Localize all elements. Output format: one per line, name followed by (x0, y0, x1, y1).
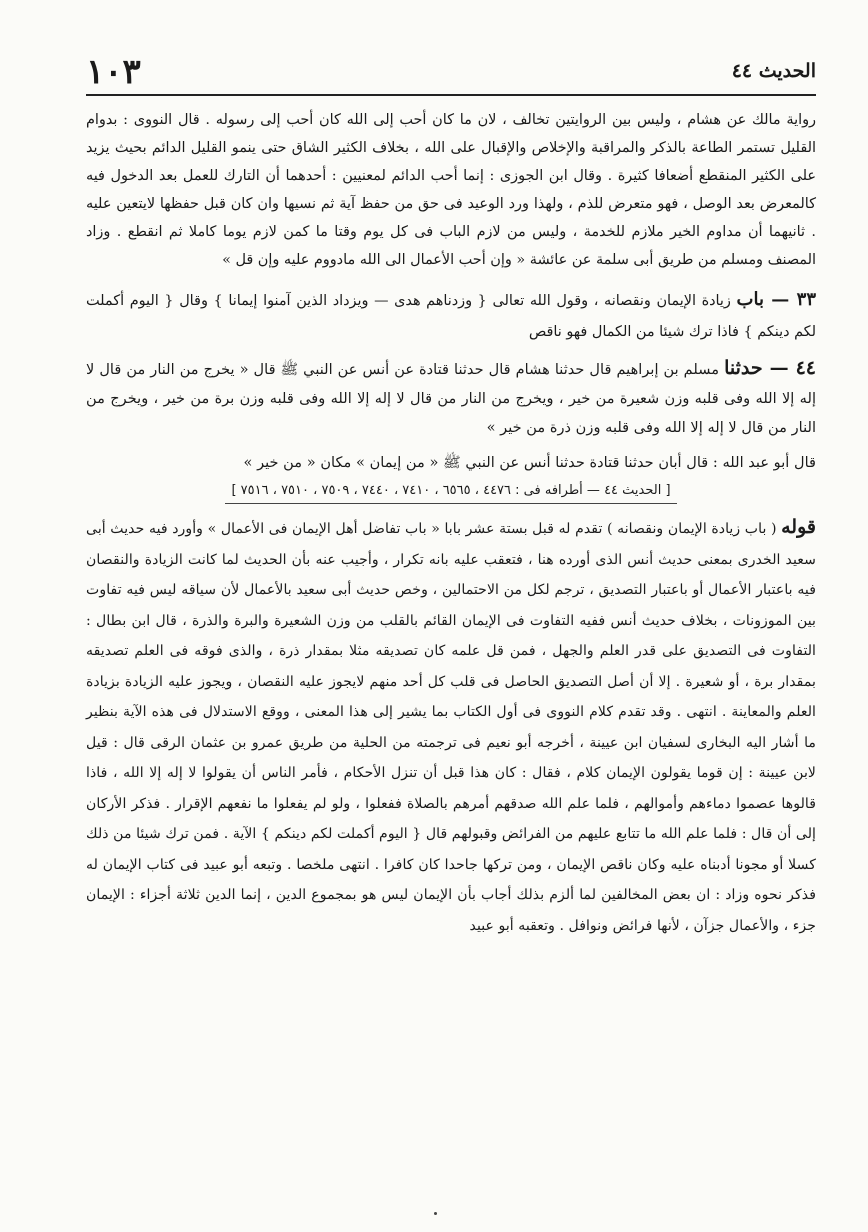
document-page (86, 52, 817, 941)
page-number: ١٠٣ (86, 52, 141, 92)
page-header (86, 52, 816, 96)
hadith-block (86, 354, 816, 442)
sources-text: [ الحديث ٤٤ — أطرافه فى : ٤٤٧٦ ، ٦٥٦٥ ، ٧٤١٠ ، ٧٤٤٠ ، ٧٥٠٩ ، ٧٥١٠ ، ٧٥١٦ ] (225, 481, 676, 504)
commentary-text: ( باب زيادة الإيمان ونقصانه ) تقدم له قبل بستة عشر بابا « باب تفاضل أهل الإيمان فى الأعمال » وأورد فيه حديث أبى سعيد الخدرى بمعنى حديث أنس الذى أورده هنا ، فتعقب عليه بانه تكرار ، وأجيب عنه بأن الحديث لما كانت الزيادة والنقصان فيه باعتبار الأعمال أو باعتبار التصديق ، ترجم لكل من الاحتمالين ، وخص حديث أبى سعيد بالأعمال لأن سياقه ليس فيه تفاوت بين الموزونات ، بخلاف حديث أنس ففيه التفاوت فى الإيمان القائم بالقلب من وزن الشعيرة والبرة والذرة ، قال ابن بطال : التفاوت فى التصديق على قدر العلم والجهل ، فمن قل علمه كان تصديقه مثلا بمقدار ذرة ، والذى فوقه فى العلم تصديقه بمقدار برة ، أو شعيرة . إلا أن أصل التصديق الحاصل فى قلب كل أحد منهم لايجوز عليه النقصان ، ويجوز عليه الزيادة بزيادة العلم والمعاينة . انتهى . وقد تقدم كلام النووى فى أول الكتاب بما يشير إلى هذا المعنى ، ووقع الاستدلال فى هذه الآية بنظير ما أشار اليه البخارى لسفيان ابن عيينة ، أخرجه أبو نعيم فى ترجمته من الحلية من طريق عمرو بن عثمان الرقى قال : قيل لابن عيينة : إن قوما يقولون الإيمان كلام ، فقال : كان هذا قبل أن تنزل الأحكام ، فأمر الناس أن يقولوا لا إله إلا الله ، فاذا قالوها عصموا دماءهم وأموالهم ، فلما علم الله صدقهم أمرهم بالصلاة ففعلوا ، ولو لم يفعلوا ما نفعهم الإقرار . فذكر الأركان إلى أن قال : فلما علم الله ما تتابع عليهم من الفرائض وقبولهم قال { اليوم أكملت لكم دينكم } الآية . فمن ترك شيئا من ذلك كسلا أو مجونا أدبناه عليه وكان ناقص الإيمان ، ومن تركها جاحدا كان كافرا . انتهى ملخصا . وتبعه أبو عبيد فى كتاب الإيمان له فذكر نحوه وزاد : ان بعض المخالفين لما ألزم بذلك أجاب بأن الإيمان ليس هو بمجموع الدين ، إنما الدين ثلاثة أجزاء : الإيمان جزء ، والأعمال جزآن ، لأنها فرائض ونوافل . وتعقبه أبو عبيد (86, 521, 816, 934)
hadith-lead: ٤٤ — حدثنا (724, 357, 817, 379)
opening-paragraph: رواية مالك عن هشام ، وليس بين الروايتين تخالف ، لان ما كان أحب إلى الله كان أحب إلى رسوله . قال النووى : بدوام القليل تستمر الطاعة بالذكر والمراقبة والإخلاص والإقبال على الله ، بخلاف الكثير الشاق حتى ينمو القليل الدائم بحيث يزيد على الكثير المنقطع أضعافا كثيرة . وقال ابن الجوزى : إنما أحب الدائم لمعنيين : أحدهما أن التارك للعمل بعد الدخول فيه كالمعرض بعد الوصل ، فهو متعرض للذم ، ولهذا ورد الوعيد فى حق من حفظ آية ثم نسيها وان كان قبل حفظها لايتعين عليه . ثانيهما أن مداوم الخير ملازم للخدمة ، وليس من لازم الباب فى كل يوم وقتا ما كمن لازم يوما كاملا ثم انقطع . وزاد المصنف ومسلم من طريق أبى سلمة عن عائشة « وإن أحب الأعمال الى الله مادووم عليه وإن قل » (86, 112, 816, 268)
hadith-sources (86, 481, 816, 504)
hadith-reference: الحديث ٤٤ (731, 60, 816, 82)
chapter-text: زيادة الإيمان ونقصانه ، وقول الله تعالى { وزدناهم هدى — ويزداد الذين آمنوا إيمانا } وقال { اليوم أكملت لكم دينكم } فاذا ترك شيئا من الكمال فهو ناقص (86, 293, 816, 340)
hadith-text: مسلم بن إبراهيم قال حدثنا هشام قال حدثنا قتادة عن أنس عن النبي ﷺ قال « يخرج من النار من قال لا إله إلا الله وفى قلبه وزن شعيرة من خير ، ويخرج من النار من قال لا إله إلا الله وفى قلبه وزن برة من خير ، ويخرج من النار من قال لا إله إلا الله وفى قلبه وزن ذرة من خير » (86, 361, 816, 436)
scan-speck (434, 1212, 437, 1215)
commentary-block (86, 512, 816, 941)
hadith-note: قال أبو عبد الله : قال أبان حدثنا قتادة حدثنا أنس عن النبي ﷺ « من إيمان » مكان « من خير » (243, 454, 816, 471)
commentary-lead: قوله (781, 516, 816, 538)
chapter-heading: ٣٣ — باب (736, 289, 816, 310)
chapter-block (86, 284, 816, 348)
